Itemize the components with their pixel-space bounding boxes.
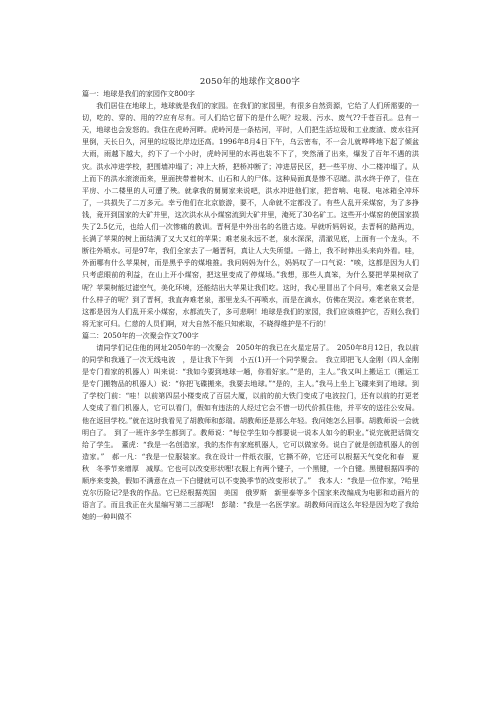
section-heading: 篇二：2050年的一次聚会作文700字 — [82, 330, 199, 340]
section-heading: 篇一：地球是我们的家园作文800字 — [82, 89, 195, 98]
document-title: 2050年的地球作文800字 — [199, 77, 301, 87]
document-body — [82, 88, 427, 523]
section-paragraph: 我们居住在地球上，地球就是我们的家园。在我们的家园里，有很多自然资源，它给了人们所需要的一切，吃的、穿的、用的??应有尽有。可人们给它留下的是什么呢？垃圾、污水、废气??千苍百孔。总有一天，地球也会发怒的。我住在虎岭河畔。虎岭河是一条枯河，平时，人们把生活垃圾和工业废渣、废水往河里倒，天长日久，河里的垃圾比岸边还高。1996年8月4日下午，乌云密布，不一会儿就哗哗地下起了倾盆大雨，雨越下越大，约下了一个小时，虎岭河里的水再也装不下了，突然涌了出来，爆发了百年不遇的洪灾。洪水冲进学校，把围墙冲塌了；冲上大桥，把桥冲断了；冲进居民区，把一些平房、小二楼冲塌了。从上而下的洪水滚滚而来，里面挟带着树木、山石和人的尸体。这种局面真是惨不忍睹。洪水终于停了，住在平房、小二楼里的人可遭了殃。就拿我的舅舅家来说吧，洪水冲进他们家，把音响、电视、电冰箱全冲坏了，一共损失了二万多元。幸亏他们在北京旅游，要不，人命就不定都没了。有些人乱开采煤窑，为了多挣钱，竟开到国家的大矿井里，这次洪水从小煤窑流到大矿井里，淹死了30名矿工。这些开小煤窑的使国家损失了2.5亿元，也给人们一次惨痛的教训。晋柯是中外出名的名胜古迹。早就听妈妈说，去晋柯的路两边，长满了苹果的树上面结满了又大又红的苹果；难老泉永远不老，泉水深深，清澈见底，上面有一个龙头，不断往外喷水。可是97年，我们全家去了一趟晋柯，真让人大失所望。一路上，我不时伸出头来向外看。哇，外面哪有什么苹果树，而是黑乎乎的煤堆推。我问妈妈为什么，妈妈叹了一口气说：“唉，这都是因为人们只考虑眼前的利益，在山上开小煤窑，把这里变成了停煤场。”我想，那些人真笨，为什么要把苹果树砍了呢？苹果树能过滤空气，美化环境，还能结出大苹果让我们吃。这时，我心里冒出了个问号，难老泉又会是什么样子的呢？到了晋柯，我直奔难老泉，那里龙头不再喷水，而是在滴水，仿佛在哭泣。难老泉在衰老，这都是因为人们乱开采小煤窑，水都流失了，多可悲啊！地球是我们的家园，我们应该维护它，否则么我们将无家可归。仁慈的人员们啊，对大自然不能只知索取，不晓得维护是不行的！ — [82, 101, 419, 328]
section-paragraph: 请同学们记住他的网址2050年的一次聚会 2050年的我已在火星定居了。 2050年8月12日，我以前的同学和我通了一次无线电波 ，是让我下午到 小五(1)开一个同学聚会。 我立即把飞人金刚（四人金刚是专门看家的机器人）叫来说：“我如今要到地球一趟，你看好家。”“是的，主人。”我又叫上搬运工（搬运工是专门搬物品的机器人）说：“你把飞碟搬来，我要去地球。”“是的，主人。”我马上坐上飞碟来到了地球。到了学校门前：“哇！以前第四层小楼变成了百层大厦，以前的前大铁门变成了电波拉门，还有以前的打更老人变成了看门机器人，它可以看门，假如有违法的人经过它会不惜一切代价抓住他，并平安的送往公安局。他在返回学校。”就在这时我看见了胡教师和彭瑞。胡教师还是那么年轻。我问她怎么回事。胡教师说一会就明白了。 到了一班许多学生都到了。教师说：“每位学生如今都要说一说本人如今的职业。”说完就把话筒交给了学生。 董虎：“我是一名创造家，我的杰作有家庭机器人，它可以做家务。说白了就是创造机器人的创造家。” 郝一凡：“我是一位服装家。我在设计一件纸衣服，它撕不碎，它还可以根据天气变化和春 夏 秋 冬季节来增厚 减厚。它也可以改变形状哩!衣服上有两个键子，一个黑键，一个白键。黑键根据四季的顺序来变换，假如不满意在点一下白键就可以不变换季节的改变形状了。” 我本人：“我是一位作家，?哈里 克尔历险记?是我的作品。它已经根据英国 美国 俄罗斯 新里泰等多个国家来改编成为电影和动画片的语言了。而且我正在火星编写第二三部呢! 彭瑞：“我是一名医学家。胡教师问而这么年轻是因为吃了我给她的一种叫做不 — [82, 342, 427, 522]
